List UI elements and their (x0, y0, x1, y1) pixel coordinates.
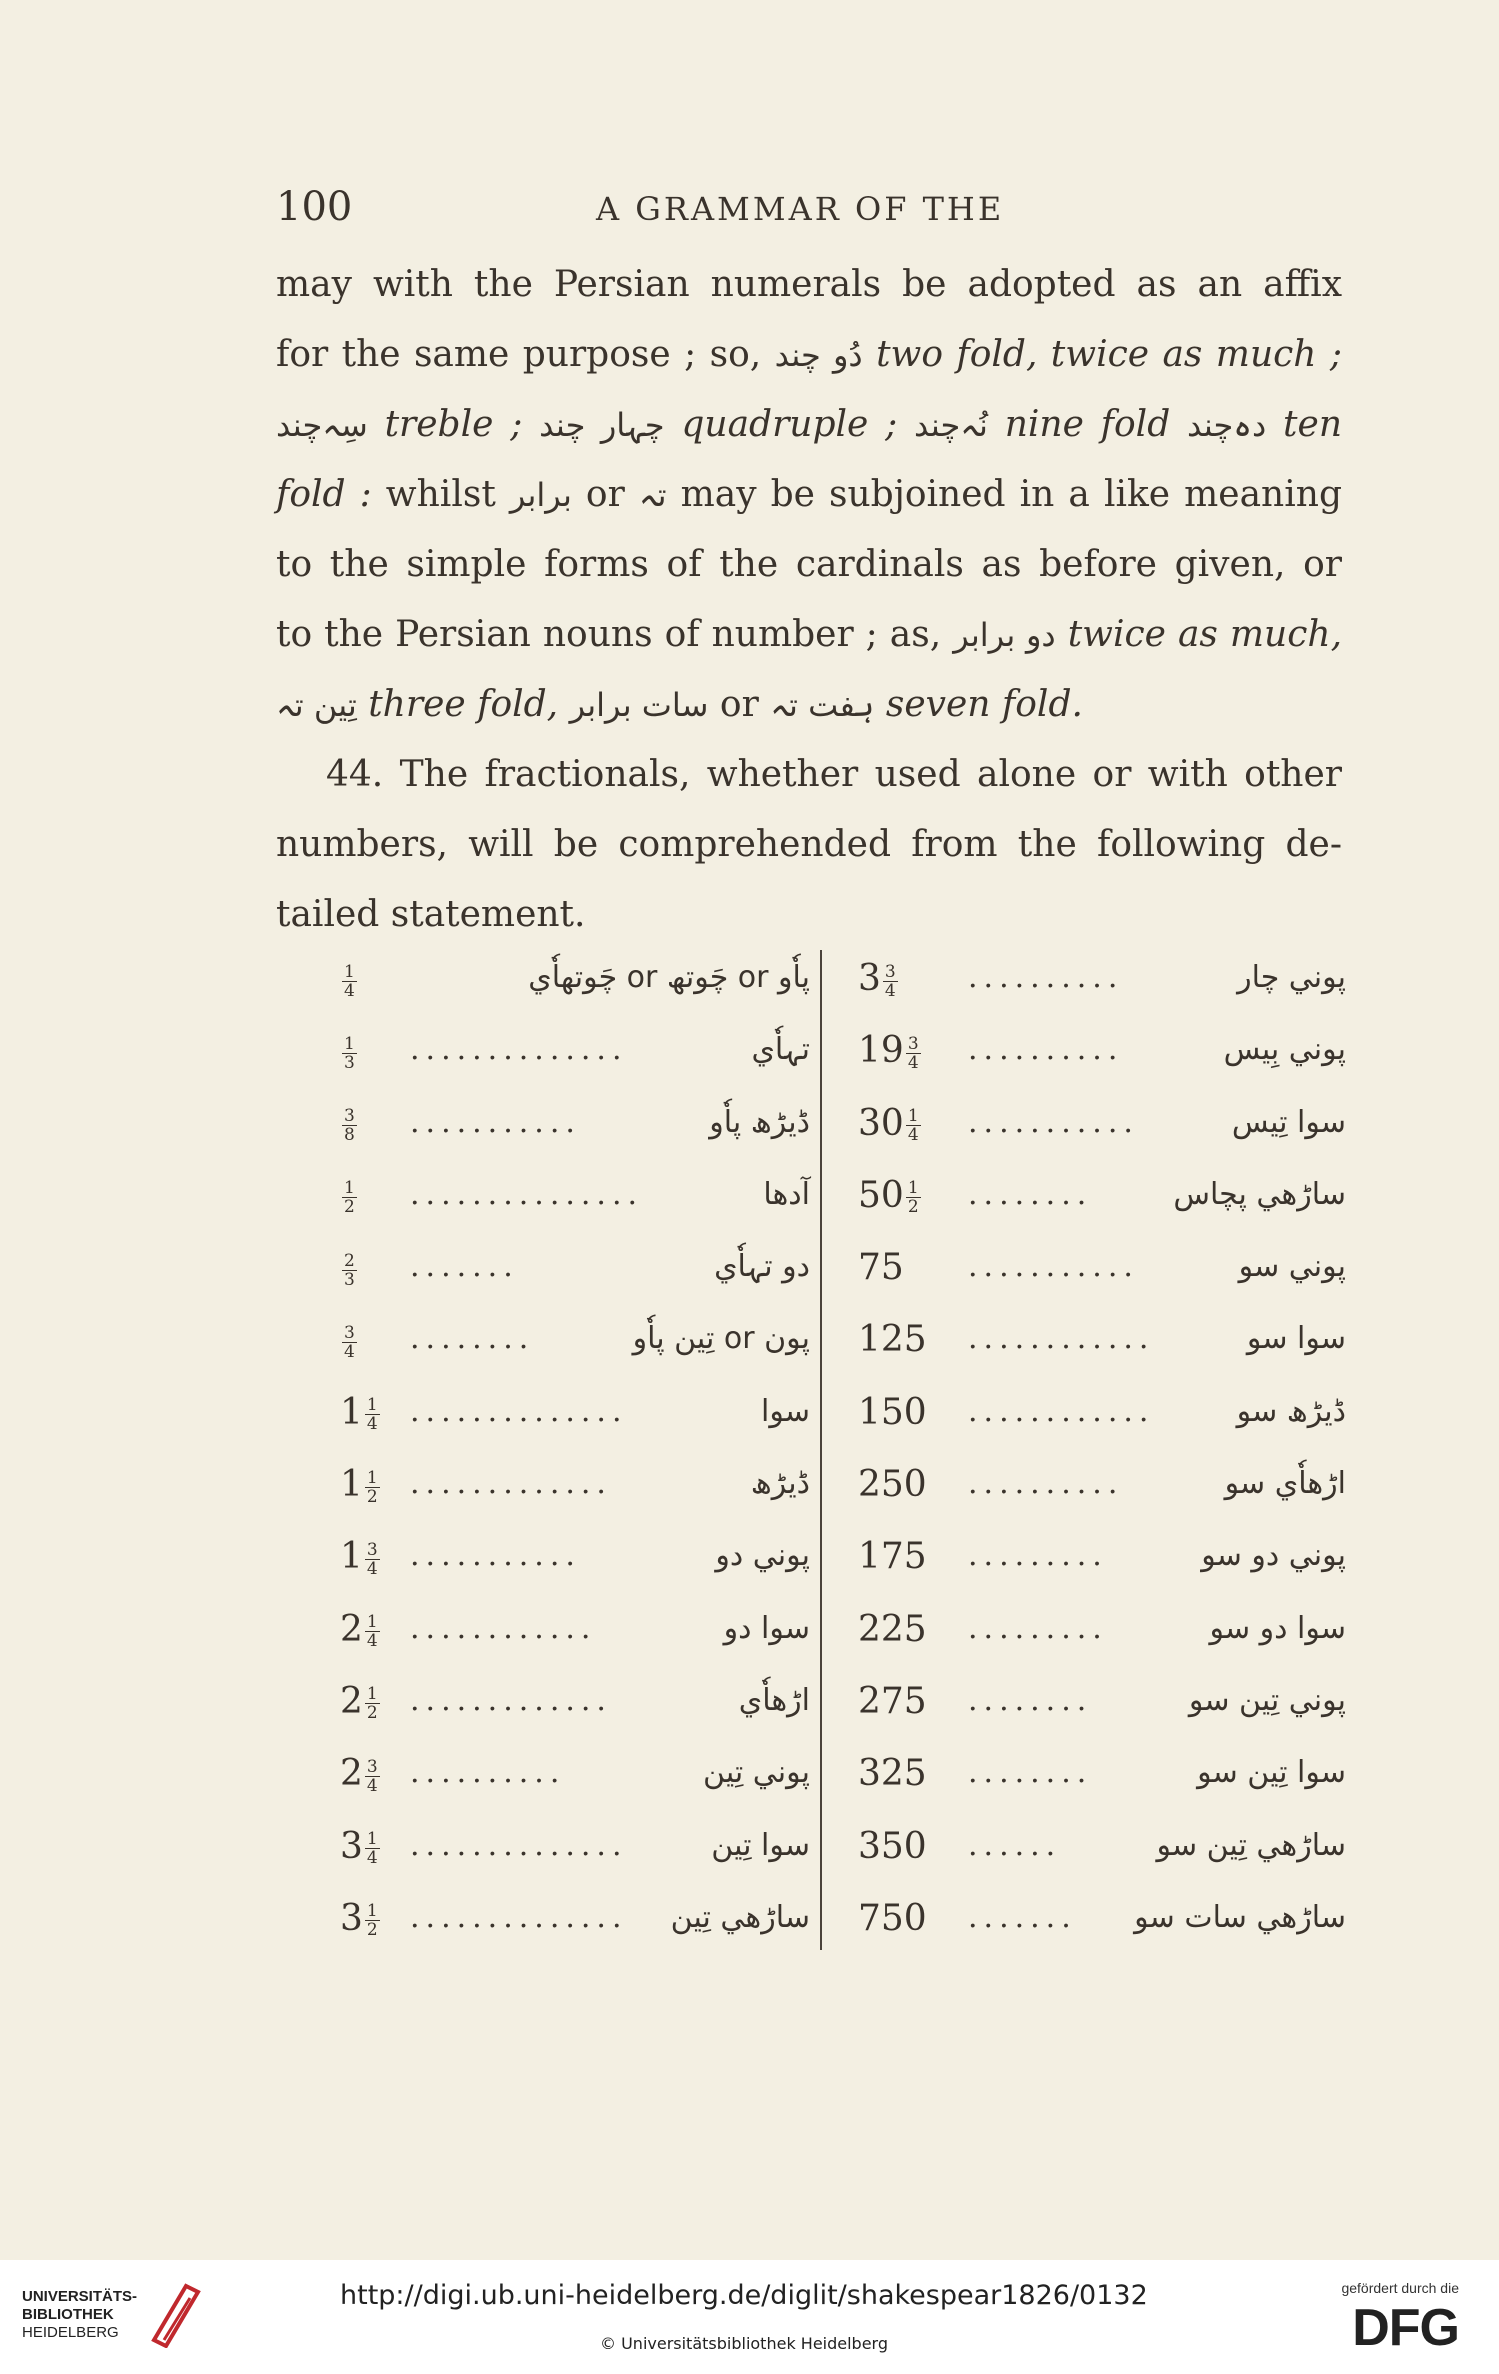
fraction-row (858, 1311, 1346, 1383)
fraction-row (858, 1239, 1346, 1311)
text-run (1170, 404, 1187, 445)
numerator: 1 (366, 1829, 378, 1850)
hindustani-word: پاٗو or چَوتھ or چَوتھاٗي (528, 960, 810, 995)
numeric-value (858, 1392, 927, 1433)
fraction-row (340, 1673, 810, 1745)
fraction (342, 1252, 357, 1289)
arabic-script-word: دُو چند (774, 336, 863, 374)
hindustani-word: اڑھاٗي (738, 1682, 810, 1718)
numerator: 1 (344, 1178, 355, 1199)
fraction-row (858, 1745, 1346, 1817)
fraction (342, 963, 357, 1000)
fraction-row (340, 1745, 810, 1817)
numeric-value (858, 1609, 927, 1650)
numeric-value (858, 1753, 927, 1794)
whole-number: 275 (858, 1680, 927, 1722)
numerator: 1 (366, 1612, 378, 1633)
whole-number: 1 (340, 1464, 363, 1506)
denominator: 4 (366, 1775, 378, 1796)
text-run: or (571, 474, 639, 515)
whole-number: 2 (340, 1680, 363, 1722)
running-title: A GRAMMAR OF THE (596, 190, 1005, 228)
fraction-row (340, 1456, 810, 1528)
hindustani-word: سوا دو (723, 1610, 810, 1646)
library-logo-text (22, 2288, 137, 2342)
italic-gloss: three fold, (368, 684, 559, 725)
numeric-value (340, 1392, 380, 1434)
denominator: 4 (366, 1414, 378, 1435)
numeric-value (340, 958, 357, 1000)
text-run: 44. The fractionals, whether used alone or with other (326, 754, 1342, 795)
text-run (368, 404, 385, 445)
numeric-value (340, 1826, 380, 1868)
footer-bar (0, 2260, 1499, 2374)
fractions-column-right (858, 950, 1346, 1962)
italic-gloss: nine fold (1004, 404, 1171, 445)
text-line (276, 250, 1342, 320)
numeric-value (858, 1030, 921, 1072)
numerator: 1 (366, 1395, 378, 1416)
arabic-script-word: دہ‌چند (1187, 406, 1267, 444)
whole-number: 2 (340, 1753, 363, 1795)
leader-dots: .............. (410, 1827, 628, 1863)
denominator: 4 (366, 1558, 378, 1579)
text-run (988, 404, 1005, 445)
numeric-value (858, 1319, 927, 1360)
numerator: 1 (366, 1684, 378, 1705)
denominator: 4 (907, 1125, 919, 1146)
text-run (558, 684, 569, 725)
text-run: for the same purpose ; so, (276, 334, 775, 375)
leader-dots: .............. (410, 1899, 628, 1935)
text-run: whilst (371, 474, 510, 515)
leader-dots: .............. (410, 1393, 628, 1429)
leader-dots: ...... (968, 1827, 1062, 1863)
numeric-value (858, 1826, 927, 1867)
fraction-row (340, 1601, 810, 1673)
whole-number: 3 (858, 958, 881, 999)
leader-dots: ............ (968, 1393, 1155, 1429)
numerator: 1 (344, 961, 355, 982)
denominator: 4 (366, 1848, 378, 1869)
numeric-value (340, 1247, 357, 1289)
numeric-value (340, 1319, 357, 1361)
fraction (342, 1035, 357, 1072)
fraction (365, 1758, 380, 1795)
leader-dots: ........... (410, 1104, 581, 1140)
hindustani-word: تہاٗي (751, 1032, 810, 1068)
fraction (342, 1107, 357, 1144)
fraction-row (858, 1890, 1346, 1962)
arabic-script-word: برابر (509, 476, 572, 514)
arabic-script-word: تِین تہ (276, 686, 357, 724)
text-run: to the simple forms of the cardinals as before given, or (276, 544, 1342, 585)
text-line (276, 740, 1342, 810)
whole-number: 250 (858, 1464, 927, 1506)
numerator: 3 (366, 1539, 378, 1560)
leader-dots: ........... (410, 1538, 581, 1574)
text-run (897, 404, 914, 445)
numeric-value (858, 1175, 921, 1217)
hindustani-word: ساڑھي سات سو (1134, 1899, 1346, 1935)
leader-dots: ......... (968, 1538, 1108, 1574)
arabic-script-word: سِہ‌چند (276, 406, 368, 444)
leader-dots: ............. (410, 1466, 612, 1502)
leader-dots: ....... (410, 1249, 519, 1285)
numeric-value (858, 958, 898, 1000)
fraction-row (858, 1022, 1346, 1094)
italic-gloss: seven fold. (885, 684, 1083, 725)
denominator: 4 (344, 980, 355, 1001)
numerator: 2 (344, 1250, 355, 1271)
numerator: 3 (344, 1106, 355, 1127)
fraction-row (340, 1167, 810, 1239)
leader-dots: ........ (968, 1176, 1093, 1212)
hindustani-word: دو تہاٗي (714, 1249, 810, 1285)
denominator: 4 (907, 1052, 919, 1073)
numeric-value (858, 1536, 927, 1577)
leader-dots: ........ (410, 1321, 535, 1357)
page-header (276, 184, 1336, 234)
text-run (1056, 614, 1068, 655)
fraction-row (858, 1528, 1346, 1600)
text-run: numbers, will be comprehended from the following de- (276, 824, 1342, 865)
leader-dots: ........ (968, 1682, 1093, 1718)
leader-dots: ............ (968, 1321, 1155, 1357)
numeric-value (858, 1103, 921, 1145)
hindustani-word: سوا دو سو (1209, 1610, 1346, 1646)
denominator: 2 (366, 1486, 378, 1507)
fraction (365, 1396, 380, 1433)
source-url-link[interactable]: http://digi.ub.uni-heidelberg.de/diglit/shakespear1826/0132 (340, 2280, 1148, 2311)
text-line (276, 810, 1342, 880)
numeric-value (858, 1464, 927, 1505)
copyright-text: © Universitätsbibliothek Heidelberg (600, 2334, 889, 2353)
hindustani-word: ڈیڑھ سو (1236, 1393, 1346, 1429)
whole-number: 325 (858, 1753, 927, 1795)
fraction-row (340, 1022, 810, 1094)
numeric-value (340, 1898, 380, 1940)
fraction-row (340, 1528, 810, 1600)
fraction (365, 1902, 380, 1939)
fraction (342, 1324, 357, 1361)
text-run (357, 684, 368, 725)
numeric-value (340, 1103, 357, 1145)
hindustani-word: پون or تِین پاٗو (632, 1321, 810, 1357)
column-divider (820, 950, 822, 1950)
leader-dots: ........ (968, 1755, 1093, 1791)
hindustani-word: سوا تِین سو (1197, 1755, 1346, 1791)
numeric-value (340, 1609, 380, 1651)
text-run: may be subjoined in a like meaning (666, 474, 1342, 515)
denominator: 4 (344, 1341, 355, 1362)
hindustani-word: سوا (761, 1393, 810, 1429)
text-run: to the Persian nouns of number ; as, (276, 614, 954, 655)
denominator: 3 (344, 1269, 355, 1290)
fraction (906, 1035, 921, 1072)
numerator: 3 (907, 1033, 919, 1054)
fraction-row (340, 950, 810, 1022)
numeric-value (340, 1536, 380, 1578)
numeric-value (340, 1464, 380, 1506)
fraction-row (340, 1239, 810, 1311)
fraction (342, 1179, 357, 1216)
numerator: 3 (344, 1322, 355, 1343)
italic-gloss: two fold, twice as much ; (876, 334, 1342, 375)
whole-number: 30 (858, 1102, 904, 1144)
page-number: 100 (276, 184, 353, 230)
text-run: may with the Persian numerals be adopted as an affix (276, 264, 1342, 305)
whole-number: 2 (340, 1608, 363, 1650)
text-run (522, 404, 539, 445)
hindustani-word: پوني تِین (703, 1755, 810, 1791)
library-logo-icon (146, 2278, 206, 2348)
hindustani-word: سوا سو (1246, 1321, 1346, 1357)
hindustani-word: ساڑھي تِین (670, 1899, 810, 1935)
hindustani-word: سوا تِیس (1231, 1104, 1346, 1140)
fraction-row (858, 1456, 1346, 1528)
numerator: 1 (907, 1106, 919, 1127)
text-run (1266, 404, 1283, 445)
denominator: 4 (884, 980, 896, 1001)
italic-gloss: quadruple ; (681, 404, 898, 445)
text-line (276, 670, 1342, 740)
hindustani-word: پوني چار (1237, 960, 1346, 995)
numeric-value (858, 1247, 904, 1288)
leader-dots: .......... (968, 960, 1124, 995)
text-run: or (708, 684, 771, 725)
fraction (365, 1541, 380, 1578)
hindustani-word: پوني سو (1238, 1249, 1346, 1285)
denominator: 2 (366, 1920, 378, 1941)
leader-dots: ......... (968, 1610, 1108, 1646)
fraction-row (858, 1601, 1346, 1673)
hindustani-word: اڑھاٗي سو (1224, 1466, 1346, 1502)
fraction (883, 963, 898, 1000)
text-line (276, 600, 1342, 670)
denominator: 8 (344, 1125, 355, 1146)
numeric-value (340, 1753, 380, 1795)
italic-gloss: twice as much, (1067, 614, 1343, 655)
fraction-row (858, 1384, 1346, 1456)
hindustani-word: پوني دو (715, 1538, 810, 1574)
hindustani-word: ساڑھي پچاس (1173, 1176, 1346, 1212)
hindustani-word: ڈیڑھ (750, 1466, 810, 1502)
hindustani-word: پوني دو سو (1201, 1538, 1346, 1574)
text-run (863, 334, 876, 375)
leader-dots: ....... (968, 1899, 1077, 1935)
arabic-script-word: ہفت تہ (770, 686, 875, 724)
dfg-logo: DFG (1352, 2299, 1459, 2357)
whole-number: 1 (340, 1391, 363, 1433)
arabic-script-word: چہار چند (539, 406, 665, 444)
fraction (906, 1107, 921, 1144)
numeric-value (858, 1681, 927, 1722)
whole-number: 225 (858, 1608, 927, 1650)
leader-dots: ............. (410, 1682, 612, 1718)
whole-number: 75 (858, 1247, 904, 1289)
whole-number: 19 (858, 1030, 904, 1072)
fraction-row (340, 1818, 810, 1890)
fraction-row (858, 1167, 1346, 1239)
hindustani-word: آدھا (763, 1176, 810, 1212)
fraction-row (340, 1095, 810, 1167)
fraction-row (340, 1890, 810, 1962)
whole-number: 150 (858, 1391, 927, 1433)
numeric-value (340, 1175, 357, 1217)
text-run (874, 684, 885, 725)
whole-number: 1 (340, 1536, 363, 1578)
italic-gloss: treble ; (384, 404, 523, 445)
italic-gloss: ten (1283, 404, 1343, 445)
whole-number: 175 (858, 1536, 927, 1578)
fraction-row (340, 1311, 810, 1383)
whole-number: 3 (340, 1825, 363, 1867)
leader-dots: ........... (968, 1104, 1139, 1140)
arabic-script-word: سات برابر (569, 686, 709, 724)
whole-number: 50 (858, 1174, 904, 1216)
paragraph-43-continued (276, 250, 1342, 740)
numeric-value (340, 1681, 380, 1723)
text-line (276, 460, 1342, 530)
whole-number: 350 (858, 1825, 927, 1867)
leader-dots: .......... (410, 1755, 566, 1791)
fractions-table (340, 950, 1346, 1950)
numerator: 3 (884, 961, 896, 982)
whole-number: 750 (858, 1897, 927, 1939)
text-line (276, 880, 1342, 950)
hindustani-word: پوني تِین سو (1188, 1682, 1346, 1718)
text-line (276, 320, 1342, 390)
text-line (276, 530, 1342, 600)
library-line-2: BIBLIOTHEK (22, 2306, 114, 2323)
leader-dots: ............ (410, 1610, 597, 1646)
numerator: 1 (366, 1901, 378, 1922)
fraction (365, 1613, 380, 1650)
numeric-value (858, 1898, 927, 1939)
funded-by-text: gefördert durch die (1341, 2280, 1459, 2296)
arabic-script-word: تہ (638, 476, 667, 514)
fractions-column-left (340, 950, 810, 1962)
numerator: 1 (344, 1033, 355, 1054)
library-line-3: HEIDELBERG (22, 2324, 119, 2341)
denominator: 3 (344, 1052, 355, 1073)
italic-gloss: fold : (276, 474, 372, 515)
arabic-script-word: نُہ‌چند (914, 406, 988, 444)
numerator: 1 (366, 1467, 378, 1488)
fraction (365, 1685, 380, 1722)
hindustani-word: سوا تِین (711, 1827, 810, 1863)
hindustani-word: ساڑھي تِین سو (1156, 1827, 1346, 1863)
fraction-row (858, 1095, 1346, 1167)
fraction-row (340, 1384, 810, 1456)
text-run (665, 404, 682, 445)
hindustani-word: پوني بِیس (1223, 1032, 1346, 1068)
numeric-value (340, 1030, 357, 1072)
leader-dots: .............. (410, 1032, 628, 1068)
fraction (365, 1469, 380, 1506)
denominator: 4 (366, 1631, 378, 1652)
library-line-1: UNIVERSITÄTS- (22, 2288, 138, 2305)
arabic-script-word: دو برابر (953, 616, 1056, 654)
text-run: tailed statement. (276, 894, 586, 935)
paragraph-44 (276, 740, 1342, 950)
leader-dots: .......... (968, 1032, 1124, 1068)
numerator: 1 (907, 1178, 919, 1199)
fraction (906, 1179, 921, 1216)
fraction-row (858, 1673, 1346, 1745)
numerator: 3 (366, 1756, 378, 1777)
denominator: 2 (344, 1197, 355, 1218)
hindustani-word: ڈیڑھ پاٗو (709, 1104, 810, 1140)
leader-dots: .......... (968, 1466, 1124, 1502)
whole-number: 125 (858, 1319, 927, 1361)
denominator: 2 (366, 1703, 378, 1724)
fraction (365, 1830, 380, 1867)
fraction-row (858, 1818, 1346, 1890)
whole-number: 3 (340, 1897, 363, 1939)
fraction-row (858, 950, 1346, 1022)
text-line (276, 390, 1342, 460)
leader-dots: ........... (968, 1249, 1139, 1285)
leader-dots: ............... (410, 1176, 644, 1212)
denominator: 2 (907, 1197, 919, 1218)
